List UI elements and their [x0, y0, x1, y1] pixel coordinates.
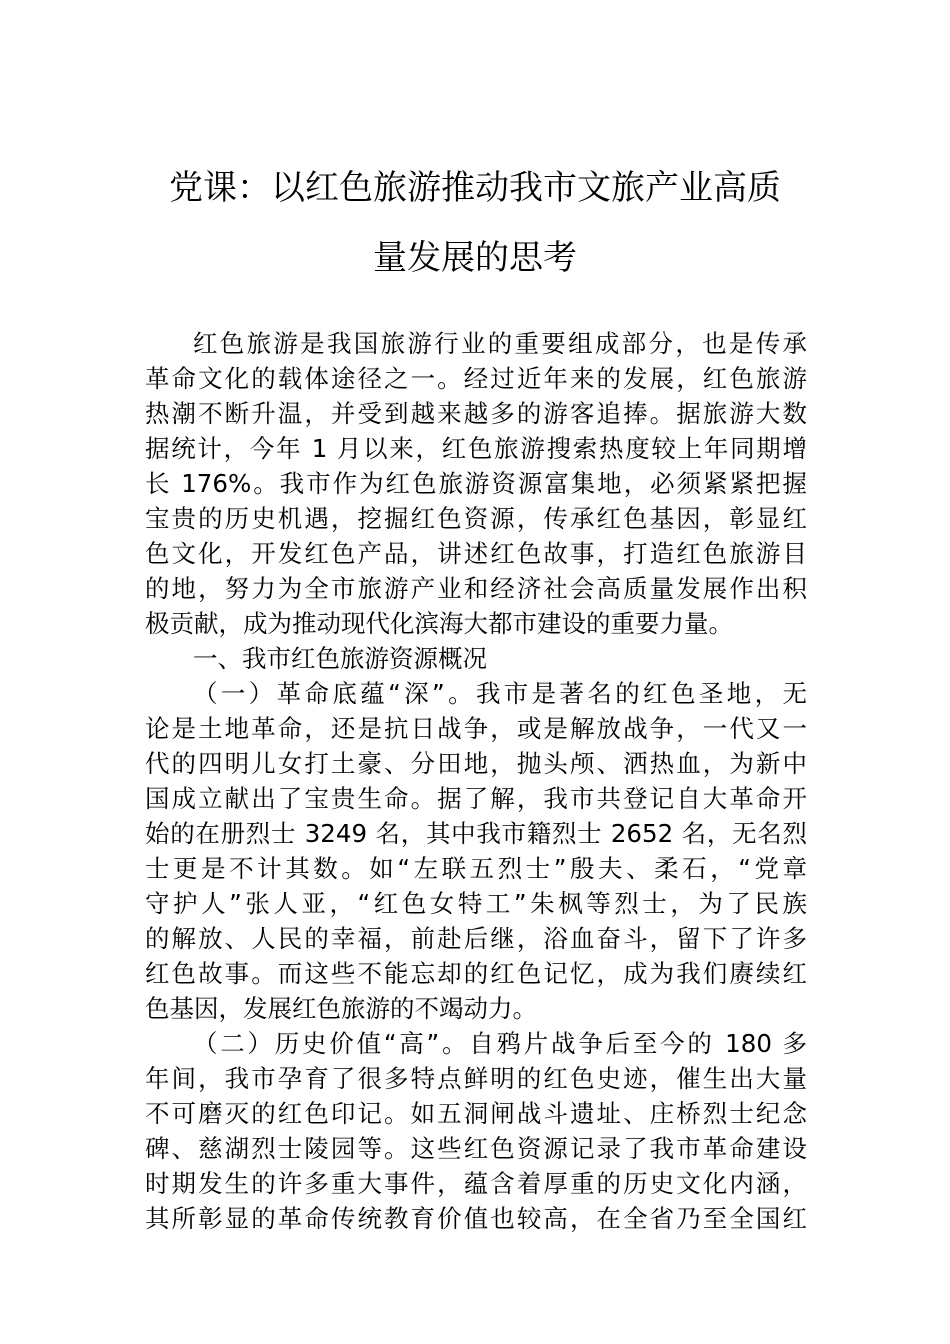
- body-line-9: 极贡献，成为推动现代化滨海大都市建设的重要力量。: [145, 609, 733, 638]
- body-line-19: 红色故事。而这些不能忘却的红色记忆，成为我们赓续红: [145, 959, 807, 988]
- body-line-4: 据统计，今年 1 月以来，红色旅游搜索热度较上年同期增: [145, 434, 807, 463]
- body-line-11: （一）革命底蕴“深”。我市是著名的红色圣地，无: [193, 679, 807, 708]
- body-line-14: 国成立献出了宝贵生命。据了解，我市共登记自大革命开: [145, 784, 807, 813]
- body-line-20: 色基因，发展红色旅游的不竭动力。: [145, 994, 537, 1023]
- body-line-21: （二）历史价值“高”。自鸦片战争后至今的 180 多: [193, 1029, 807, 1058]
- body-line-5: 长 176%。我市作为红色旅游资源富集地，必须紧紧把握: [145, 469, 807, 498]
- body-line-24: 碑、慈湖烈士陵园等。这些红色资源记录了我市革命建设: [145, 1134, 807, 1163]
- body-line-18: 的解放、人民的幸福，前赴后继，浴血奋斗，留下了许多: [145, 924, 807, 953]
- body-line-3: 热潮不断升温，并受到越来越多的游客追捧。据旅游大数: [145, 399, 807, 428]
- body-line-17: 守护人”张人亚，“红色女特工”朱枫等烈士，为了民族: [145, 889, 807, 918]
- body-line-23: 不可磨灭的红色印记。如五洞闸战斗遗址、庄桥烈士纪念: [145, 1099, 807, 1128]
- section-heading-1: 一、我市红色旅游资源概况: [193, 644, 487, 673]
- body-line-2: 革命文化的载体途径之一。经过近年来的发展，红色旅游: [145, 364, 807, 393]
- body-line-13: 代的四明儿女打土豪、分田地，抛头颅、洒热血，为新中: [145, 749, 807, 778]
- body-line-25: 时期发生的许多重大事件，蕴含着厚重的历史文化内涵，: [145, 1169, 807, 1198]
- body-line-16: 士更是不计其数。如“左联五烈士”殷夫、柔石，“党章: [145, 854, 807, 883]
- body-line-22: 年间，我市孕育了很多特点鲜明的红色史迹，催生出大量: [145, 1064, 807, 1093]
- body-line-6: 宝贵的历史机遇，挖掘红色资源，传承红色基因，彰显红: [145, 504, 807, 533]
- body-line-8: 的地，努力为全市旅游产业和经济社会高质量发展作出积: [145, 574, 807, 603]
- document-title-line-2: 量发展的思考: [373, 238, 577, 278]
- document-title-line-1: 党课：以红色旅游推动我市文旅产业高质: [169, 168, 781, 208]
- body-line-7: 色文化，开发红色产品，讲述红色故事，打造红色旅游目: [145, 539, 807, 568]
- body-line-12: 论是土地革命，还是抗日战争，或是解放战争，一代又一: [145, 714, 807, 743]
- body-line-26: 其所彰显的革命传统教育价值也较高，在全省乃至全国红: [145, 1204, 807, 1233]
- body-line-1: 红色旅游是我国旅游行业的重要组成部分，也是传承: [193, 329, 807, 358]
- body-line-15: 始的在册烈士 3249 名，其中我市籍烈士 2652 名，无名烈: [145, 819, 807, 848]
